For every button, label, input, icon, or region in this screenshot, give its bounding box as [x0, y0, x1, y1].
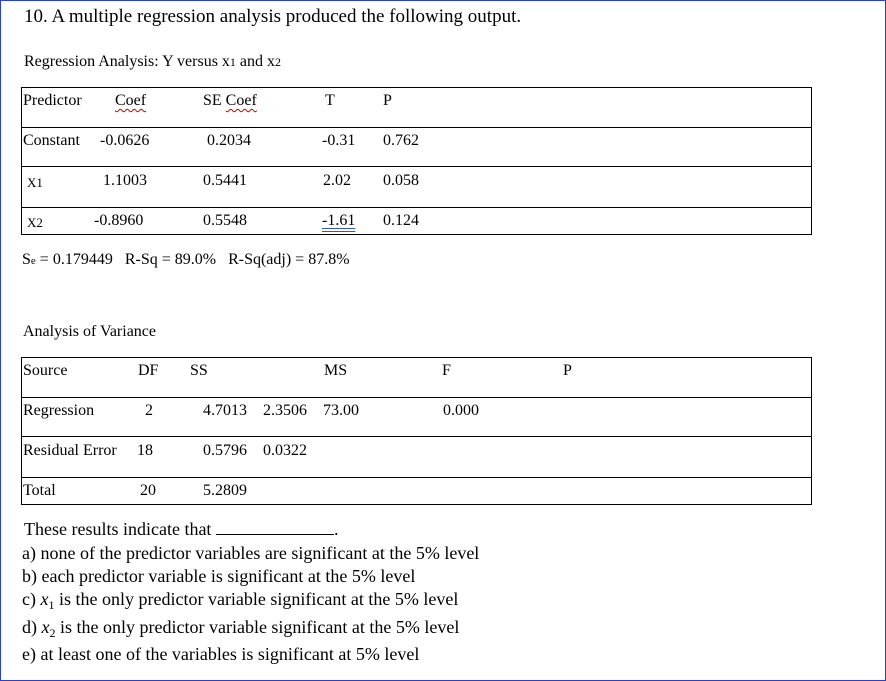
table-divider	[21, 436, 811, 437]
table-cell: 0.762	[383, 132, 419, 149]
table-cell: 0.124	[383, 212, 419, 229]
table-cell: 2	[145, 402, 153, 419]
col-header-coef: Coef	[115, 92, 147, 109]
table-cell: 5.2809	[203, 482, 247, 499]
regression-heading: Regression Analysis: Y versus x1 and x2	[24, 53, 282, 70]
option-c: c) $x_1$ is the only predictor variable significant at the 5% level	[22, 589, 459, 612]
table-cell: Total	[23, 482, 56, 499]
table-cell: 18	[137, 442, 153, 459]
anova-heading: Analysis of Variance	[23, 323, 156, 340]
option-a: a) none of the predictor variables are significant at the 5% level	[22, 543, 480, 563]
table-divider	[21, 477, 811, 478]
table-cell: 2.02	[323, 172, 351, 189]
table-cell: -0.31	[322, 132, 356, 149]
table-cell: 0.5441	[203, 172, 247, 189]
table-cell: 0.000	[443, 402, 479, 419]
option-b: b) each predictor variable is significant at the 5% level	[22, 566, 416, 586]
table-cell: 20	[140, 482, 156, 499]
table-cell: 0.5796	[203, 442, 247, 459]
col-header-se-coef: SE Coef	[203, 92, 257, 109]
table-cell: 73.00	[323, 402, 359, 419]
table-cell: 2.3506	[263, 402, 307, 419]
answer-blank	[216, 520, 334, 535]
table-divider	[21, 166, 811, 167]
table-cell: 0.2034	[207, 132, 251, 149]
table-cell: 4.7013	[203, 402, 247, 419]
table-divider	[21, 397, 811, 398]
question-title: 10. A multiple regression analysis produced the following output.	[24, 6, 522, 27]
table-cell: Residual Error	[23, 442, 117, 459]
table-cell: 0.058	[383, 172, 419, 189]
table-cell: Regression	[23, 402, 95, 419]
anova-header-source: Source	[23, 362, 68, 379]
table-cell: 0.5548	[203, 212, 247, 229]
col-header-predictor: Predictor	[23, 92, 82, 109]
anova-header-ms: MS	[324, 362, 348, 379]
anova-header-p: P	[563, 362, 572, 379]
table-cell: 0.0322	[263, 442, 307, 459]
table-divider	[21, 127, 811, 128]
table-cell: -0.0626	[100, 132, 150, 149]
question-stem: These results indicate that .	[24, 519, 339, 539]
table-cell: X1	[27, 175, 43, 190]
anova-header-df: DF	[138, 362, 159, 379]
option-e: e) at least one of the variables is significant at 5% level	[22, 644, 420, 664]
table-cell: -0.8960	[94, 212, 144, 229]
table-cell: Constant	[23, 132, 80, 149]
anova-header-ss: SS	[190, 362, 208, 379]
table-cell: 1.1003	[103, 172, 147, 189]
table-divider	[21, 207, 811, 208]
col-header-t: T	[325, 92, 335, 109]
anova-header-f: F	[442, 362, 451, 379]
option-d: d) $x_2$ is the only predictor variable significant at the 5% level	[22, 617, 460, 640]
table-cell: X2	[27, 215, 43, 230]
col-header-p: P	[383, 92, 392, 109]
model-summary: Se = 0.179449 R-Sq = 89.0% R-Sq(adj) = 87.8%	[22, 251, 350, 268]
table-cell: -1.61	[322, 212, 356, 229]
